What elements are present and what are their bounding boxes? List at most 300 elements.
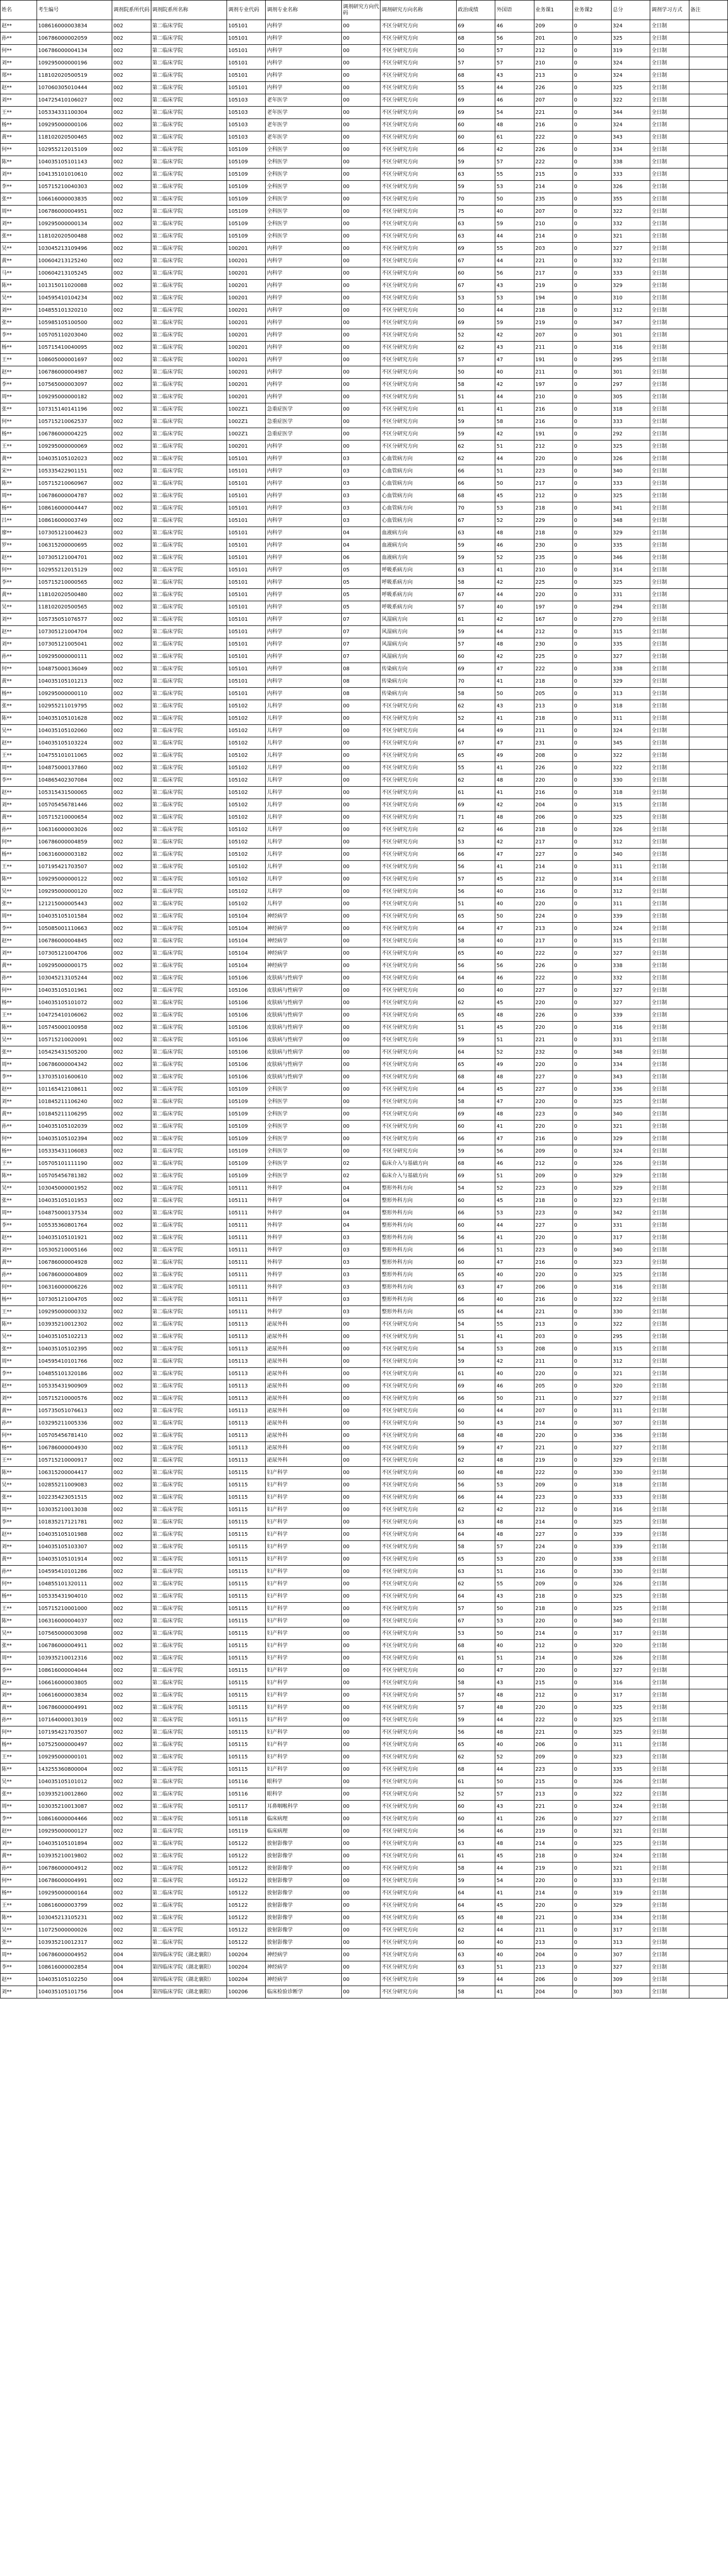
table-cell: 04 <box>342 527 380 539</box>
table-cell: 不区分研究方向 <box>380 1875 457 1887</box>
table-cell: 廖** <box>1 527 37 539</box>
table-cell: 325 <box>612 1702 650 1714</box>
table-cell: 0 <box>573 1108 611 1121</box>
table-cell: 70 <box>457 675 495 688</box>
table-cell: 52 <box>495 552 534 564</box>
table-cell: 104035105101921 <box>37 1232 112 1244</box>
table-cell: 109295000000111 <box>37 651 112 663</box>
table-cell: 全日制 <box>650 799 689 811</box>
table-cell: 211 <box>534 366 573 379</box>
table-cell: 220 <box>534 1121 573 1133</box>
table-cell: 00 <box>342 1417 380 1430</box>
table-cell: 68 <box>457 1071 495 1083</box>
table-cell: 106786000004951 <box>37 206 112 218</box>
table-cell: 105102 <box>227 873 266 886</box>
table-row <box>1 849 728 861</box>
table-cell: 002 <box>112 119 151 131</box>
table-cell: 329 <box>612 1454 650 1467</box>
table-cell: 105119 <box>227 1825 266 1838</box>
table-cell: 324 <box>612 725 650 737</box>
table-cell: 第二临床学院 <box>151 366 227 379</box>
table-cell: 105104 <box>227 910 266 923</box>
table-cell: 儿科学 <box>266 700 342 713</box>
table-cell: 002 <box>112 1850 151 1862</box>
table-cell: 第二临床学院 <box>151 1219 227 1232</box>
table-cell: 临床介入与基础方向 <box>380 1158 457 1170</box>
table-cell: 全日制 <box>650 1751 689 1764</box>
table-cell: 0 <box>573 1257 611 1269</box>
table-cell: 全日制 <box>650 663 689 675</box>
table-cell: 内科学 <box>266 577 342 589</box>
table-cell <box>689 1380 727 1393</box>
table-cell: 整形外科方向 <box>380 1182 457 1195</box>
table-cell: 第二临床学院 <box>151 218 227 230</box>
table-row <box>1 626 728 638</box>
table-row <box>1 304 728 317</box>
table-cell: 神经病学 <box>266 910 342 923</box>
table-cell: 105334331100304 <box>37 107 112 119</box>
table-cell: 不区分研究方向 <box>380 947 457 960</box>
table-cell: 杨** <box>1 688 37 700</box>
table-cell: 陈** <box>1 713 37 725</box>
table-cell: 0 <box>573 1714 611 1726</box>
table-cell: 第二临床学院 <box>151 1751 227 1764</box>
table-cell: 108616000004466 <box>37 1813 112 1825</box>
table-cell <box>689 1702 727 1714</box>
table-cell: 皮肤病与性病学 <box>266 1071 342 1083</box>
table-cell: 57 <box>457 57 495 70</box>
table-cell: 221 <box>534 107 573 119</box>
table-cell: 全日制 <box>650 144 689 156</box>
table-cell: 全日制 <box>650 354 689 366</box>
table-cell: 65 <box>457 1009 495 1022</box>
table-cell: 00 <box>342 700 380 713</box>
table-cell: 47 <box>495 663 534 675</box>
table-cell <box>689 1900 727 1912</box>
table-row <box>1 1776 728 1788</box>
table-cell: 331 <box>612 1219 650 1232</box>
table-cell: 03 <box>342 1232 380 1244</box>
table-cell: 44 <box>495 1862 534 1875</box>
table-cell <box>689 539 727 552</box>
table-cell: 104035105101953 <box>37 1195 112 1207</box>
table-cell: 0 <box>573 1009 611 1022</box>
table-cell: 318 <box>612 787 650 799</box>
table-cell: 外科学 <box>266 1182 342 1195</box>
table-cell: 105109 <box>227 168 266 181</box>
table-cell: 327 <box>612 1665 650 1677</box>
table-cell <box>689 1776 727 1788</box>
table-cell: 不区分研究方向 <box>380 873 457 886</box>
table-row <box>1 1195 728 1207</box>
table-cell: 105101 <box>227 651 266 663</box>
table-cell: 第二临床学院 <box>151 1838 227 1850</box>
table-cell: 内科学 <box>266 589 342 601</box>
table-cell: 0 <box>573 601 611 614</box>
table-cell: 220 <box>534 997 573 1009</box>
table-cell: 第二临床学院 <box>151 20 227 32</box>
table-cell: 全日制 <box>650 861 689 873</box>
table-cell: 第二临床学院 <box>151 119 227 131</box>
table-cell: 59 <box>457 1875 495 1887</box>
table-cell: 333 <box>612 1875 650 1887</box>
table-cell: 第二临床学院 <box>151 947 227 960</box>
table-cell: 47 <box>495 1133 534 1145</box>
table-cell: 327 <box>612 1442 650 1454</box>
table-cell: 002 <box>112 898 151 910</box>
table-cell: 0 <box>573 1430 611 1442</box>
table-cell <box>689 935 727 947</box>
table-cell: 全日制 <box>650 206 689 218</box>
table-cell: 第二临床学院 <box>151 32 227 45</box>
table-cell: 第二临床学院 <box>151 206 227 218</box>
table-cell: 54 <box>495 1875 534 1887</box>
table-cell: 002 <box>112 1318 151 1331</box>
table-cell: 第二临床学院 <box>151 1504 227 1516</box>
table-cell: 44 <box>495 1306 534 1318</box>
table-cell: 0 <box>573 478 611 490</box>
table-cell: 41 <box>495 1813 534 1825</box>
table-cell: 郑** <box>1 70 37 82</box>
table-cell: 第二临床学院 <box>151 960 227 972</box>
table-cell: 323 <box>612 1751 650 1764</box>
table-cell: 刘** <box>1 1838 37 1850</box>
table-cell: 310 <box>612 292 650 304</box>
table-cell: 348 <box>612 1046 650 1059</box>
table-cell: 心血管病方向 <box>380 502 457 515</box>
table-cell: 211 <box>534 342 573 354</box>
table-cell: 00 <box>342 1541 380 1553</box>
table-cell: 002 <box>112 391 151 403</box>
table-cell: 00 <box>342 1665 380 1677</box>
table-cell: 210 <box>534 564 573 577</box>
table-cell: 002 <box>112 144 151 156</box>
table-cell: 322 <box>612 1294 650 1306</box>
table-cell: 223 <box>534 465 573 478</box>
table-cell: 全日制 <box>650 1479 689 1492</box>
table-cell: 全日制 <box>650 1937 689 1949</box>
table-cell: 105104 <box>227 923 266 935</box>
table-cell: 105106 <box>227 972 266 985</box>
table-cell: 第二临床学院 <box>151 1009 227 1022</box>
table-cell: 105715210062537 <box>37 416 112 428</box>
table-cell: 00 <box>342 1726 380 1739</box>
table-cell <box>689 243 727 255</box>
table-cell: 52 <box>495 1751 534 1764</box>
table-cell: 00 <box>342 1949 380 1961</box>
table-cell: 第二临床学院 <box>151 1467 227 1479</box>
table-cell: 223 <box>534 1244 573 1257</box>
table-cell: 第二临床学院 <box>151 688 227 700</box>
table-cell: 外科学 <box>266 1281 342 1294</box>
table-cell: 全日制 <box>650 1306 689 1318</box>
table-cell: 不区分研究方向 <box>380 960 457 972</box>
table-cell: 罗** <box>1 539 37 552</box>
table-cell: 342 <box>612 1207 650 1219</box>
table-row <box>1 465 728 478</box>
table-cell: 69 <box>457 20 495 32</box>
table-cell: 内科学 <box>266 45 342 57</box>
table-cell: 00 <box>342 1628 380 1640</box>
table-cell: 344 <box>612 107 650 119</box>
table-cell: 00 <box>342 1368 380 1380</box>
table-cell: 00 <box>342 1677 380 1689</box>
table-cell: 226 <box>534 960 573 972</box>
table-cell: 0 <box>573 923 611 935</box>
table-cell: 皮肤病与性病学 <box>266 1059 342 1071</box>
table-cell: 杨** <box>1 1294 37 1306</box>
table-cell: 妇产科学 <box>266 1492 342 1504</box>
table-cell: 全科医学 <box>266 144 342 156</box>
table-cell: 第二临床学院 <box>151 861 227 873</box>
table-cell <box>689 20 727 32</box>
table-cell: 全科医学 <box>266 1108 342 1121</box>
table-cell: 56 <box>457 886 495 898</box>
table-cell: 105115 <box>227 1516 266 1529</box>
table-cell: 00 <box>342 1071 380 1083</box>
table-cell: 全科医学 <box>266 1145 342 1158</box>
table-cell: 211 <box>534 1924 573 1937</box>
table-cell: 0 <box>573 243 611 255</box>
table-row <box>1 1516 728 1529</box>
table-cell: 李** <box>1 181 37 193</box>
table-cell: 65 <box>457 1306 495 1318</box>
table-cell: 002 <box>112 1578 151 1590</box>
table-cell: 226 <box>534 762 573 774</box>
table-cell: 儿科学 <box>266 725 342 737</box>
table-cell: 李** <box>1 577 37 589</box>
table-row <box>1 1034 728 1046</box>
table-cell: 全日制 <box>650 1145 689 1158</box>
table-cell: 48 <box>495 1467 534 1479</box>
table-cell: 103035210013087 <box>37 1801 112 1813</box>
table-row <box>1 168 728 181</box>
table-cell: 00 <box>342 342 380 354</box>
table-cell <box>689 1825 727 1838</box>
table-cell: 211 <box>534 1355 573 1368</box>
table-cell: 327 <box>612 1813 650 1825</box>
table-cell: 不区分研究方向 <box>380 1788 457 1801</box>
table-cell: 105122 <box>227 1850 266 1862</box>
table-cell: 03 <box>342 1257 380 1269</box>
table-cell: 327 <box>612 997 650 1009</box>
table-cell: 325 <box>612 490 650 502</box>
table-cell: 全日制 <box>650 1912 689 1924</box>
table-cell: 整形外科方向 <box>380 1306 457 1318</box>
table-cell: 妇产科学 <box>266 1689 342 1702</box>
table-cell: 00 <box>342 1739 380 1751</box>
table-cell: 48 <box>495 527 534 539</box>
table-cell: 0 <box>573 1825 611 1838</box>
table-cell: 107305121004705 <box>37 1294 112 1306</box>
table-cell: 第二临床学院 <box>151 675 227 688</box>
table-cell: 00 <box>342 1689 380 1702</box>
table-cell: 第二临床学院 <box>151 304 227 317</box>
table-cell: 孙** <box>1 1269 37 1281</box>
table-cell: 陈** <box>1 1318 37 1331</box>
table-cell: 第二临床学院 <box>151 1862 227 1875</box>
table-cell <box>689 255 727 267</box>
table-cell <box>689 1516 727 1529</box>
table-cell <box>689 886 727 898</box>
table-cell: 221 <box>534 1442 573 1454</box>
table-cell: 49 <box>495 1059 534 1071</box>
table-cell: 002 <box>112 1355 151 1368</box>
table-cell <box>689 317 727 329</box>
table-cell: 不区分研究方向 <box>380 1405 457 1417</box>
table-cell: 第二临床学院 <box>151 552 227 564</box>
table-cell: 全日制 <box>650 886 689 898</box>
column-header: 政治成绩 <box>457 1 495 20</box>
table-cell: 全日制 <box>650 1862 689 1875</box>
table-cell: 心血管病方向 <box>380 490 457 502</box>
table-row <box>1 1702 728 1714</box>
table-cell: 00 <box>342 762 380 774</box>
table-cell: 第二临床学院 <box>151 1937 227 1949</box>
table-cell: 220 <box>534 774 573 787</box>
table-cell: 45 <box>495 1022 534 1034</box>
table-cell: 207 <box>534 206 573 218</box>
table-cell: 002 <box>112 787 151 799</box>
table-cell: 不区分研究方向 <box>380 836 457 849</box>
table-cell: 105116 <box>227 1776 266 1788</box>
table-cell: 不区分研究方向 <box>380 1467 457 1479</box>
table-cell: 105425431505200 <box>37 1046 112 1059</box>
table-cell: 105111 <box>227 1281 266 1294</box>
table-cell: 00 <box>342 329 380 342</box>
table-cell: 0 <box>573 626 611 638</box>
table-cell: 50 <box>457 366 495 379</box>
table-row <box>1 1219 728 1232</box>
table-cell: 全日制 <box>650 552 689 564</box>
table-cell: 315 <box>612 799 650 811</box>
table-cell: 1002Z1 <box>227 403 266 416</box>
table-cell: 0 <box>573 131 611 144</box>
table-cell: 00 <box>342 32 380 45</box>
table-cell: 不区分研究方向 <box>380 985 457 997</box>
table-cell: 全日制 <box>650 416 689 428</box>
table-cell: 神经病学 <box>266 960 342 972</box>
table-cell: 329 <box>612 675 650 688</box>
table-cell: 53 <box>457 836 495 849</box>
table-cell: 全日制 <box>650 614 689 626</box>
table-cell <box>689 502 727 515</box>
table-cell: 105113 <box>227 1417 266 1430</box>
table-cell <box>689 824 727 836</box>
table-cell: 107305121004623 <box>37 527 112 539</box>
table-cell: 44 <box>495 1405 534 1417</box>
table-cell: 57 <box>495 45 534 57</box>
table-cell: 44 <box>495 391 534 403</box>
table-cell: 03 <box>342 515 380 527</box>
table-cell: 外科学 <box>266 1244 342 1257</box>
table-cell: 216 <box>534 1566 573 1578</box>
table-cell: 68 <box>457 32 495 45</box>
table-cell: 黄** <box>1 1405 37 1417</box>
table-cell <box>689 1393 727 1405</box>
table-cell: 65 <box>457 750 495 762</box>
table-cell: 00 <box>342 1813 380 1825</box>
table-cell: 002 <box>112 1875 151 1887</box>
table-cell: 51 <box>495 1170 534 1182</box>
table-cell: 00 <box>342 1133 380 1145</box>
table-cell: 00 <box>342 45 380 57</box>
table-cell: 327 <box>612 947 650 960</box>
table-cell: 全日制 <box>650 478 689 490</box>
table-cell: 全日制 <box>650 379 689 391</box>
table-cell: 002 <box>112 626 151 638</box>
table-cell: 全日制 <box>650 836 689 849</box>
table-cell: 105102 <box>227 787 266 799</box>
table-cell: 225 <box>534 651 573 663</box>
table-cell: 315 <box>612 626 650 638</box>
table-cell: 全日制 <box>650 972 689 985</box>
table-cell: 不区分研究方向 <box>380 206 457 218</box>
table-cell: 全日制 <box>650 1788 689 1801</box>
table-cell <box>689 1022 727 1034</box>
table-cell: 03 <box>342 1244 380 1257</box>
table-row <box>1 1492 728 1504</box>
table-cell: 105101 <box>227 45 266 57</box>
table-cell: 66 <box>457 1244 495 1257</box>
table-cell: 002 <box>112 663 151 675</box>
table-cell: 002 <box>112 267 151 280</box>
table-cell: 105104 <box>227 947 266 960</box>
table-cell: 002 <box>112 589 151 601</box>
table-cell: 313 <box>612 1937 650 1949</box>
table-cell: 00 <box>342 1022 380 1034</box>
table-cell: 002 <box>112 1417 151 1430</box>
table-cell: 孙** <box>1 1862 37 1875</box>
table-cell: 222 <box>534 972 573 985</box>
table-cell: 105122 <box>227 1900 266 1912</box>
table-cell: 67 <box>457 1615 495 1628</box>
table-cell: 100201 <box>227 255 266 267</box>
table-row <box>1 1207 728 1219</box>
table-row <box>1 1046 728 1059</box>
table-cell: 64 <box>457 923 495 935</box>
table-cell: 105109 <box>227 1158 266 1170</box>
table-row <box>1 1739 728 1751</box>
table-cell: 0 <box>573 1207 611 1219</box>
table-cell: 49 <box>495 750 534 762</box>
table-cell: 002 <box>112 985 151 997</box>
table-cell: 妇产科学 <box>266 1467 342 1479</box>
table-row <box>1 440 728 453</box>
table-cell: 002 <box>112 873 151 886</box>
table-cell: 212 <box>534 490 573 502</box>
table-cell: 血液病方向 <box>380 527 457 539</box>
table-cell: 第二临床学院 <box>151 638 227 651</box>
table-cell: 整形外科方向 <box>380 1232 457 1244</box>
table-cell: 75 <box>457 206 495 218</box>
table-cell: 0 <box>573 1961 611 1974</box>
table-cell: 0 <box>573 1751 611 1764</box>
table-cell: 何** <box>1 663 37 675</box>
table-cell: 105111 <box>227 1294 266 1306</box>
table-cell: 第二临床学院 <box>151 1232 227 1244</box>
table-cell: 0 <box>573 1096 611 1108</box>
table-cell: 002 <box>112 502 151 515</box>
table-cell: 63 <box>457 230 495 243</box>
table-cell <box>689 873 727 886</box>
table-cell: 全日制 <box>650 601 689 614</box>
table-cell <box>689 1133 727 1145</box>
table-cell: 002 <box>112 1096 151 1108</box>
table-cell: 105115 <box>227 1764 266 1776</box>
table-cell: 297 <box>612 379 650 391</box>
table-cell: 44 <box>495 453 534 465</box>
